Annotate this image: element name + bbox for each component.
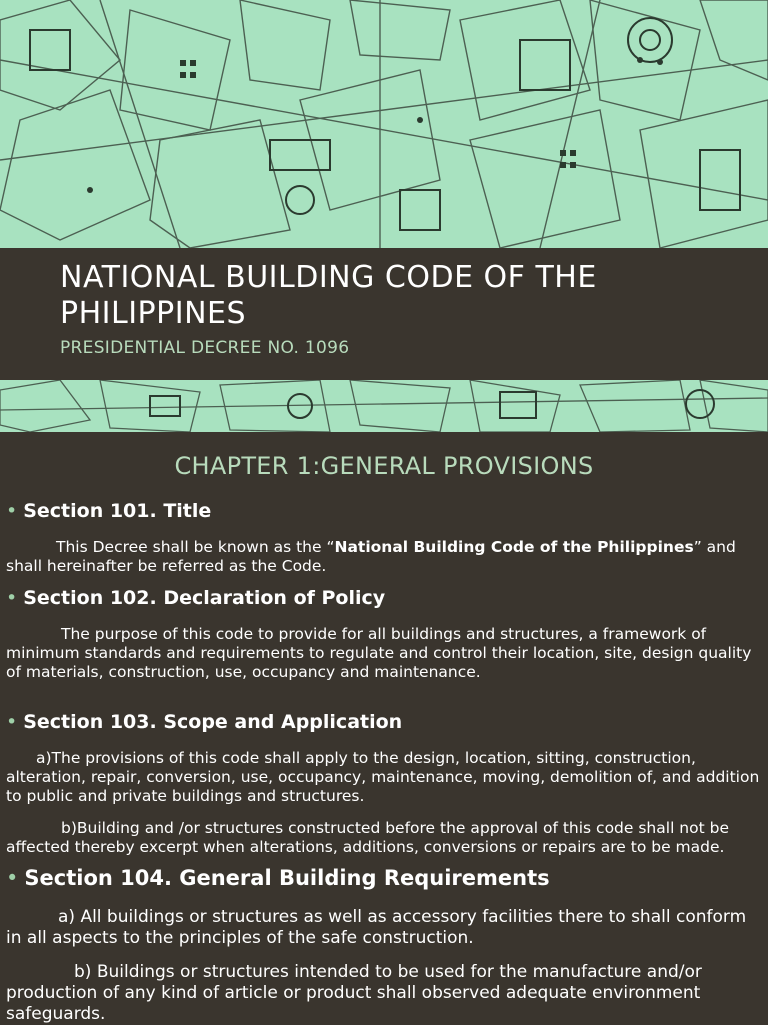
section-102-title: Section 102. Declaration of Policy — [23, 587, 386, 609]
bullet-icon: • — [6, 866, 19, 890]
section-102-text: The purpose of this code to provide for all buildings and structures, a framework of minimum standards and requirements to regulate and control their location, site, design quality of materials, construction, use, occupancy and maintenance. — [6, 625, 752, 681]
cityscape-strip-image — [0, 380, 768, 432]
section-104-heading — [6, 866, 550, 890]
section-104-title: Section 104. General Building Requirements — [24, 866, 550, 890]
cityscape-header-image — [0, 0, 768, 248]
section-104-item-a: a) All buildings or structures as well as accessory facilities there to shall conform in all aspects to the principles of the safe construction. — [6, 907, 747, 948]
title-block — [0, 248, 768, 380]
cityscape-strip-drawing — [0, 380, 768, 432]
section-101-title: Section 101. Title — [23, 500, 212, 522]
bullet-icon: • — [6, 500, 18, 522]
section-101-heading — [6, 500, 211, 522]
section-103-heading — [6, 711, 402, 733]
cityscape-drawing — [0, 0, 768, 248]
page-subtitle: PRESIDENTIAL DECREE NO. 1096 — [60, 338, 350, 358]
bullet-icon: • — [6, 711, 18, 733]
section-101-text — [6, 538, 764, 576]
page-title: NATIONAL BUILDING CODE OF THE PHILIPPINES — [60, 260, 597, 331]
section-103-title: Section 103. Scope and Application — [23, 711, 403, 733]
chapter-heading: CHAPTER 1:GENERAL PROVISIONS — [174, 452, 594, 480]
section-103-item-b: b)Building and /or structures constructed before the approval of this code shall not be affected thereby excerpt when alterations, additions, conversions or repairs are to be made. — [6, 819, 729, 856]
section-101-text-pre: This Decree shall be known as the “ — [56, 538, 335, 556]
section-103-item-a: a)The provisions of this code shall apply to the design, location, sitting, construction, alteration, repair, conversion, use, occupancy, maintenance, moving, demolition of, and addition to public and private buildings and structures. — [6, 749, 760, 805]
section-101-text-bold: National Building Code of the Philippines — [334, 538, 694, 556]
section-102-heading — [6, 587, 385, 609]
bullet-icon: • — [6, 587, 18, 609]
section-101-text-post: ” and shall hereinafter be referred as the Code. — [6, 538, 736, 575]
section-104-item-b: b) Buildings or structures intended to be used for the manufacture and/or production of any kind of article or product shall observed adequate environment safeguards. — [6, 962, 702, 1024]
